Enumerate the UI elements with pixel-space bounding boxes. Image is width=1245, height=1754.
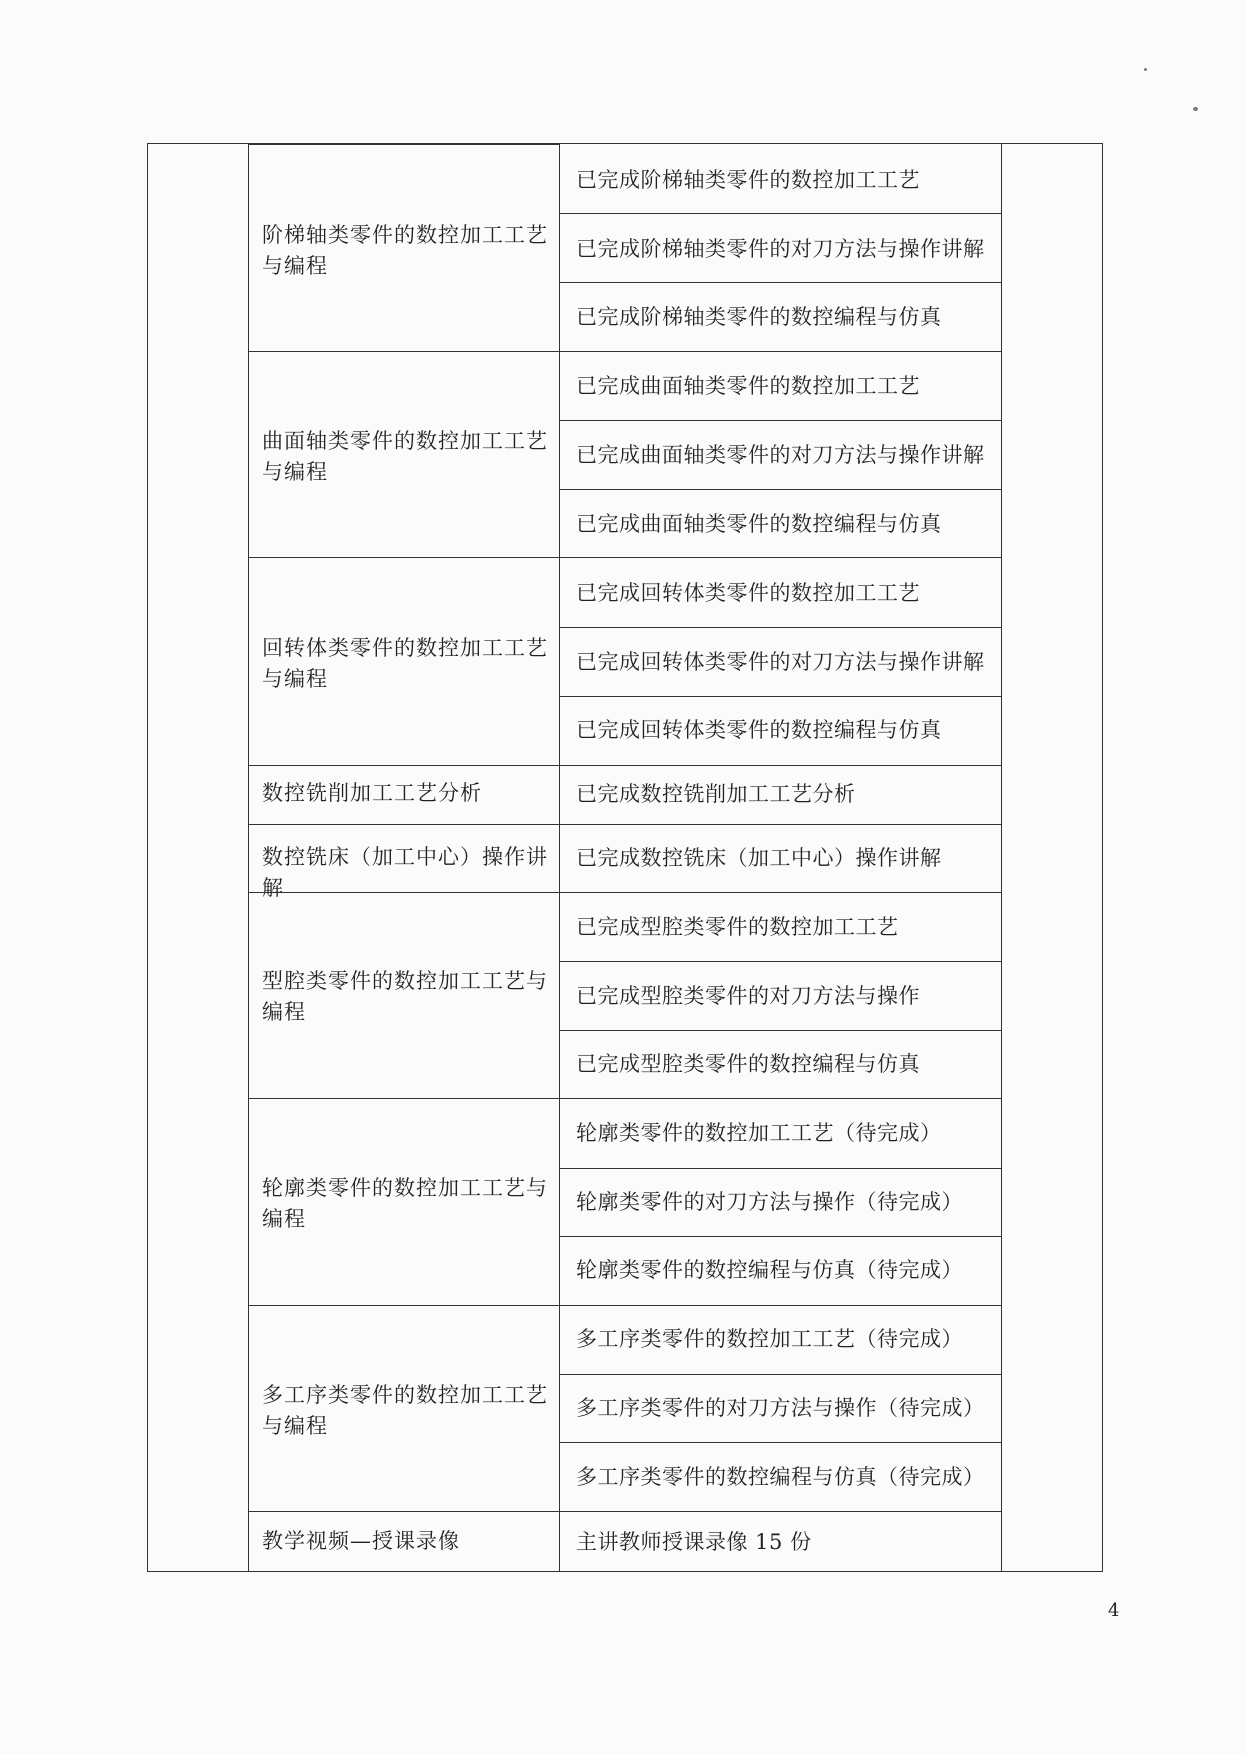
row-divider	[559, 557, 1001, 558]
row-divider	[559, 765, 1001, 766]
progress-item: 轮廓类零件的对刀方法与操作（待完成）	[576, 1190, 963, 1214]
progress-item: 已完成型腔类零件的对刀方法与操作	[576, 984, 920, 1008]
row-divider	[559, 1305, 1001, 1306]
progress-item: 已完成曲面轴类零件的对刀方法与操作讲解	[576, 443, 985, 467]
row-divider	[248, 765, 559, 766]
row-divider	[559, 420, 1001, 421]
progress-item: 已完成阶梯轴类零件的数控编程与仿真	[576, 305, 942, 329]
row-divider	[248, 144, 559, 145]
course-topic: 型腔类零件的数控加工工艺与编程	[262, 969, 548, 1024]
course-topic: 数控铣床（加工中心）操作讲解	[262, 845, 548, 900]
page-number: 4	[1108, 1600, 1120, 1621]
row-divider	[248, 351, 559, 352]
progress-item: 已完成数控铣削加工工艺分析	[576, 782, 856, 806]
progress-item: 主讲教师授课录像 15 份	[576, 1530, 812, 1554]
progress-item: 已完成回转体类零件的对刀方法与操作讲解	[576, 650, 985, 674]
progress-item: 多工序类零件的数控编程与仿真（待完成）	[576, 1465, 985, 1489]
row-divider	[559, 824, 1001, 825]
progress-item: 多工序类零件的对刀方法与操作（待完成）	[576, 1396, 985, 1420]
course-topic: 多工序类零件的数控加工工艺与编程	[262, 1383, 548, 1438]
course-topic: 教学视频—授课录像	[262, 1529, 460, 1553]
progress-item: 轮廓类零件的数控加工工艺（待完成）	[576, 1121, 942, 1145]
progress-item: 已完成回转体类零件的数控加工工艺	[576, 581, 920, 605]
progress-item: 已完成型腔类零件的数控加工工艺	[576, 915, 899, 939]
progress-item: 已完成回转体类零件的数控编程与仿真	[576, 718, 942, 742]
row-divider	[559, 213, 1001, 214]
course-topic: 阶梯轴类零件的数控加工工艺与编程	[262, 223, 548, 278]
row-divider	[559, 892, 1001, 893]
row-divider	[248, 1098, 559, 1099]
scan-speck	[1144, 68, 1147, 71]
column-divider	[248, 144, 249, 1571]
row-divider	[559, 1442, 1001, 1443]
course-topic: 回转体类零件的数控加工工艺与编程	[262, 636, 548, 691]
row-divider	[559, 489, 1001, 490]
row-divider	[559, 1511, 1001, 1512]
course-topic: 轮廓类零件的数控加工工艺与编程	[262, 1176, 548, 1231]
row-divider	[559, 696, 1001, 697]
course-topic: 数控铣削加工工艺分析	[262, 781, 482, 805]
row-divider	[559, 1236, 1001, 1237]
course-topic: 曲面轴类零件的数控加工工艺与编程	[262, 429, 548, 484]
progress-item: 已完成阶梯轴类零件的数控加工工艺	[576, 168, 920, 192]
progress-item: 已完成曲面轴类零件的数控编程与仿真	[576, 512, 942, 536]
row-divider	[248, 557, 559, 558]
row-divider	[559, 961, 1001, 962]
progress-item: 已完成阶梯轴类零件的对刀方法与操作讲解	[576, 237, 985, 261]
row-divider	[559, 1168, 1001, 1169]
row-divider	[559, 627, 1001, 628]
progress-item: 轮廓类零件的数控编程与仿真（待完成）	[576, 1258, 963, 1282]
row-divider	[248, 1511, 559, 1512]
row-divider	[248, 824, 559, 825]
row-divider	[248, 1305, 559, 1306]
row-divider	[559, 1374, 1001, 1375]
progress-item: 多工序类零件的数控加工工艺（待完成）	[576, 1327, 963, 1351]
row-divider	[559, 1098, 1001, 1099]
progress-item: 已完成数控铣床（加工中心）操作讲解	[576, 846, 942, 870]
scan-speck	[1193, 107, 1198, 111]
progress-item: 已完成型腔类零件的数控编程与仿真	[576, 1052, 920, 1076]
row-divider	[559, 1030, 1001, 1031]
row-divider	[559, 351, 1001, 352]
progress-item: 已完成曲面轴类零件的数控加工工艺	[576, 374, 920, 398]
row-divider	[559, 282, 1001, 283]
